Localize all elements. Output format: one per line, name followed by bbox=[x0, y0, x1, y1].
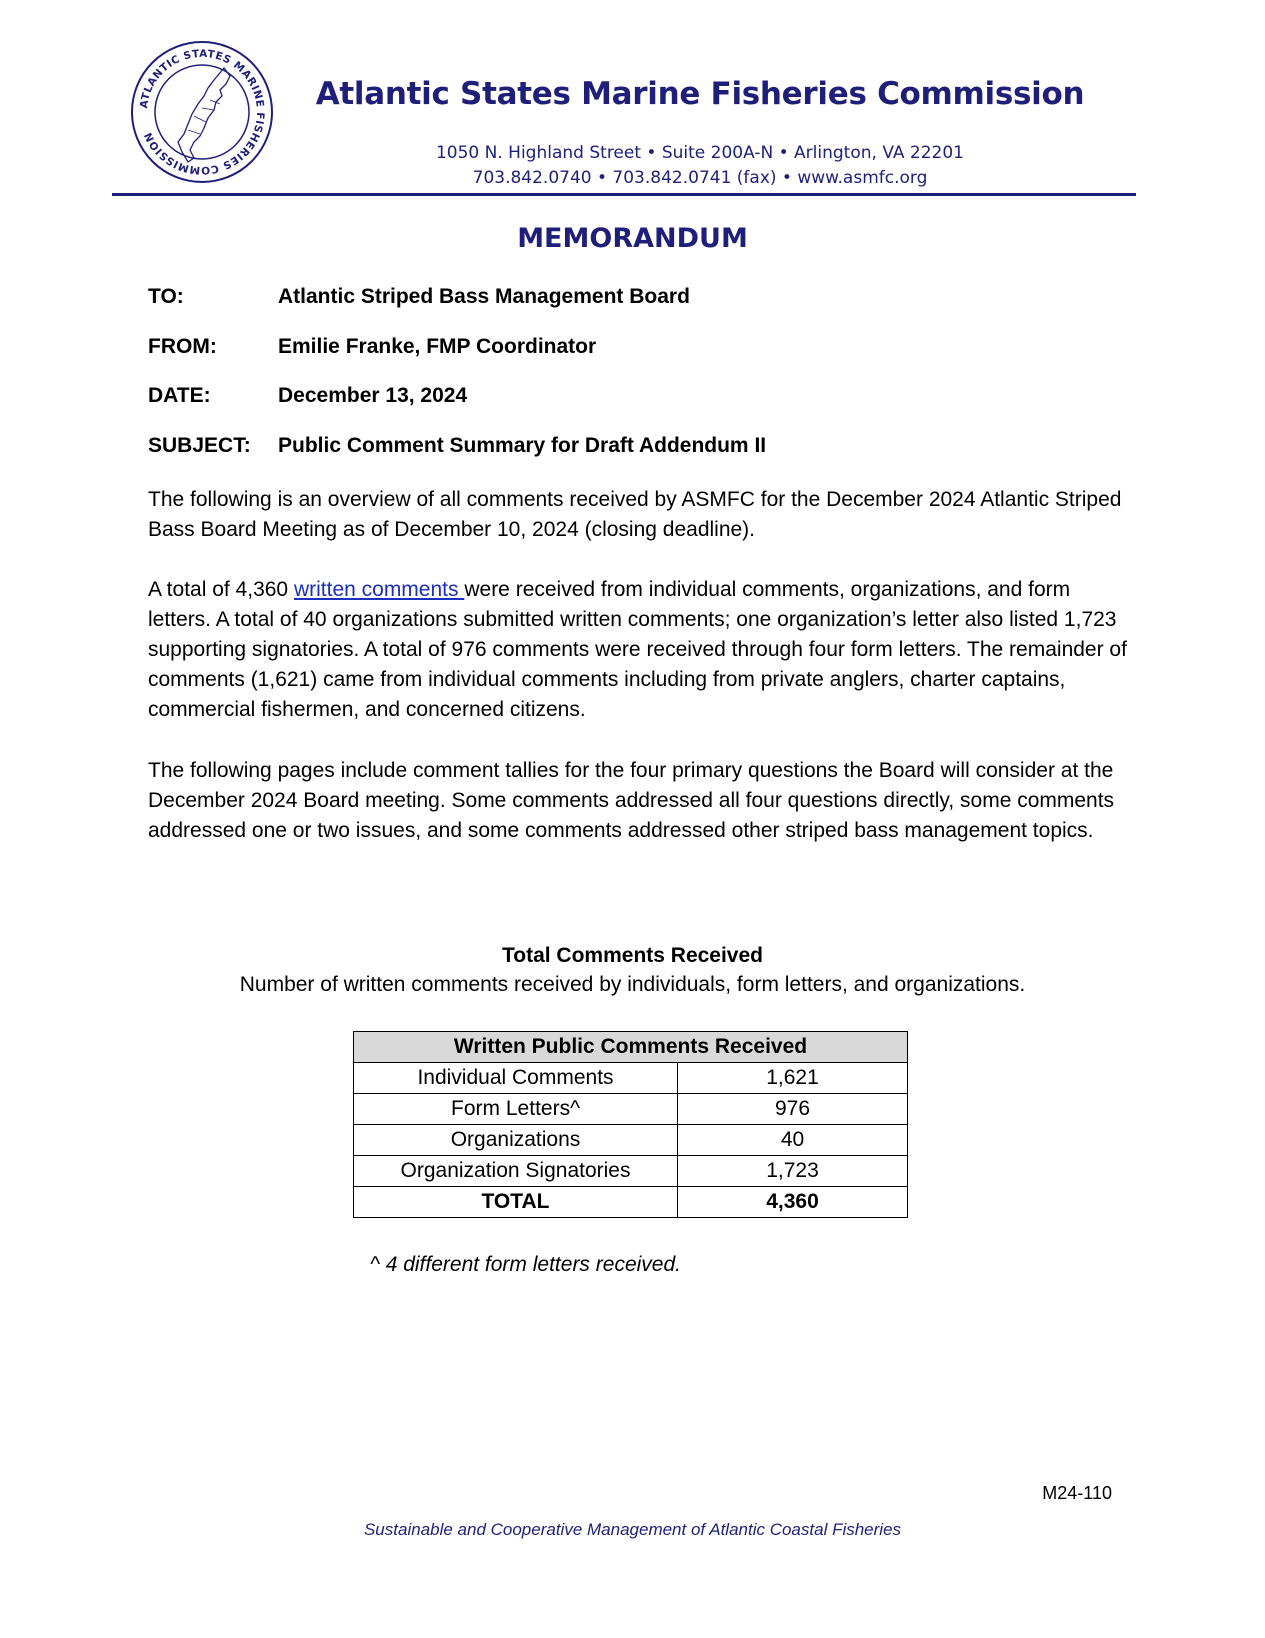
intro-paragraph: The following is an overview of all comments received by ASMFC for the December 2024 Atlantic Striped Bass Board Meeting as of December 10, 2024 (closing deadline). bbox=[148, 488, 1122, 541]
memo-id: M24-110 bbox=[1042, 1483, 1112, 1503]
from-label: FROM: bbox=[148, 335, 217, 358]
footer-tagline: Sustainable and Cooperative Management of Atlantic Coastal Fisheries bbox=[363, 1520, 902, 1539]
table-row bbox=[354, 1094, 908, 1125]
row-value: 1,723 bbox=[678, 1156, 908, 1187]
from-value: Emilie Franke, FMP Coordinator bbox=[278, 335, 597, 358]
total-label: TOTAL bbox=[354, 1187, 678, 1218]
address-line-2: 703.842.0740 • 703.842.0741 (fax) • www.asmfc.org bbox=[472, 168, 928, 188]
to-value: Atlantic Striped Bass Management Board bbox=[278, 285, 690, 308]
table-total-row bbox=[354, 1187, 908, 1218]
row-value: 40 bbox=[678, 1125, 908, 1156]
row-label: Organizations bbox=[354, 1125, 678, 1156]
section-title: Total Comments Received bbox=[501, 944, 763, 967]
address-line-1: 1050 N. Highland Street • Suite 200A-N • Arlington, VA 22201 bbox=[435, 143, 964, 163]
row-value: 1,621 bbox=[678, 1063, 908, 1094]
totals-paragraph-rest: were received from individual comments, organizations, and form letters. A total of 40 organizations submitted written comments; one organization’s letter also listed 1,723 supporting signatories. A total of 976 comments were received through four form letters. The remainder of comments (1,621) came from individual comments including from private anglers, charter captains, commercial fishermen, and concerned citizens. bbox=[148, 578, 1127, 721]
svg-text:ATLANTIC STATES MARINE FISHERI: ATLANTIC STATES MARINE FISHERIES COMMISSION bbox=[138, 47, 267, 177]
row-label: Organization Signatories bbox=[354, 1156, 678, 1187]
date-label: DATE: bbox=[148, 384, 211, 407]
memo-title: MEMORANDUM bbox=[517, 223, 748, 254]
table-row bbox=[354, 1125, 908, 1156]
to-label: TO: bbox=[148, 285, 184, 308]
table-row bbox=[354, 1063, 908, 1094]
subject-value: Public Comment Summary for Draft Addendum II bbox=[278, 434, 767, 457]
org-name: Atlantic States Marine Fisheries Commission bbox=[315, 76, 1085, 112]
tallies-paragraph: The following pages include comment tallies for the four primary questions the Board will consider at the December 2024 Board meeting. Some comments addressed all four questions directly, some comments addressed one or two issues, and some comments addressed other striped bass management topics. bbox=[148, 759, 1115, 842]
section-subtitle: Number of written comments received by individuals, form letters, and organizations. bbox=[239, 973, 1026, 996]
table-row bbox=[354, 1156, 908, 1187]
totals-paragraph-lead: A total of 4,360 bbox=[148, 578, 294, 601]
row-label: Form Letters^ bbox=[354, 1094, 678, 1125]
row-label: Individual Comments bbox=[354, 1063, 678, 1094]
written-comments-link[interactable]: written comments bbox=[293, 578, 465, 601]
totals-paragraph bbox=[148, 575, 1128, 725]
row-value: 976 bbox=[678, 1094, 908, 1125]
letterhead-divider bbox=[112, 193, 1136, 196]
table-footnote: ^ 4 different form letters received. bbox=[370, 1253, 681, 1276]
subject-label: SUBJECT: bbox=[148, 434, 251, 457]
asmfc-seal-logo bbox=[128, 38, 276, 186]
table-title: Written Public Comments Received bbox=[354, 1032, 908, 1063]
date-value: December 13, 2024 bbox=[278, 384, 468, 407]
total-value: 4,360 bbox=[678, 1187, 908, 1218]
comments-table bbox=[353, 1031, 908, 1218]
table-header-row bbox=[354, 1032, 908, 1063]
